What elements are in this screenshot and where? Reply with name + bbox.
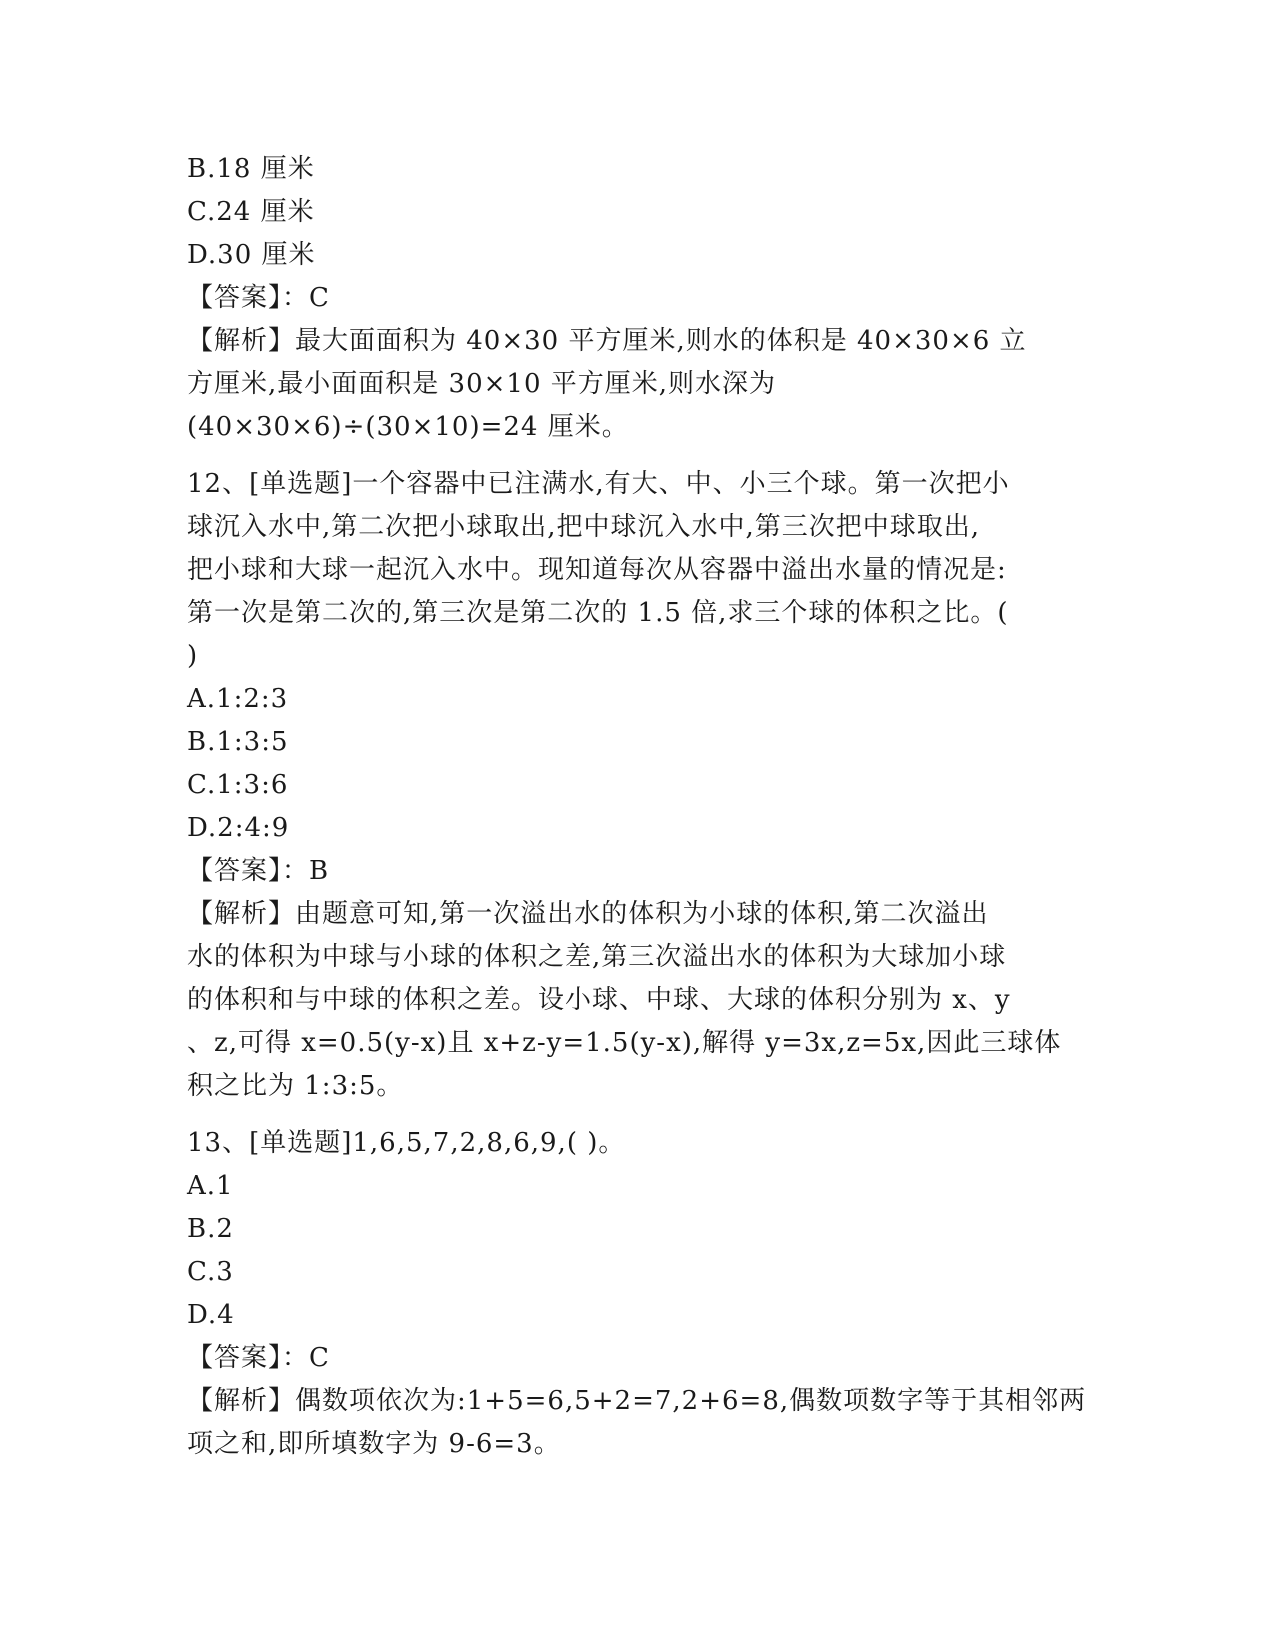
question-11 [187,148,1087,449]
answer: 【答案】：C [187,1343,330,1373]
option-a: A.1:2:3 [187,684,289,714]
analysis-line: 项之和,即所填数字为 9-6=3。 [187,1429,561,1459]
option-d: D.4 [187,1300,235,1330]
document-page [187,148,1087,1466]
analysis-line: 水的体积为中球与小球的体积之差,第三次溢出水的体积为大球加小球 [187,942,1007,972]
analysis-line: 【解析】由题意可知,第一次溢出水的体积为小球的体积,第二次溢出 [187,899,989,929]
analysis-line: 积之比为 1:3:5。 [187,1071,404,1101]
question-stem-line: 12、[单选题]一个容器中已注满水,有大、中、小三个球。第一次把小 [187,469,1010,499]
analysis-line: 的体积和与中球的体积之差。设小球、中球、大球的体积分别为 x、y [187,985,1011,1015]
option-b: B.18 厘米 [187,154,315,184]
analysis-line: 、z,可得 x=0.5(y-x)且 x+z-y=1.5(y-x),解得 y=3x,z=5x,因此三球体 [187,1028,1062,1058]
option-c: C.1:3:6 [187,770,289,800]
answer: 【答案】：B [187,856,330,886]
question-stem-line: ) [187,641,199,671]
analysis-line: 方厘米,最小面面积是 30×10 平方厘米,则水深为 [187,369,777,399]
question-stem-line: 第一次是第二次的,第三次是第二次的 1.5 倍,求三个球的体积之比。( [187,598,1009,628]
question-stem-line: 球沉入水中,第二次把小球取出,把中球沉入水中,第三次把中球取出, [187,512,981,542]
option-c: C.3 [187,1257,234,1287]
question-stem-line: 把小球和大球一起沉入水中。现知道每次从容器中溢出水量的情况是: [187,555,1007,585]
option-a: A.1 [187,1171,234,1201]
option-d: D.2:4:9 [187,813,290,843]
option-b: B.2 [187,1214,234,1244]
option-b: B.1:3:5 [187,727,289,757]
analysis-line: 【解析】最大面面积为 40×30 平方厘米,则水的体积是 40×30×6 立 [187,326,1027,356]
question-13 [187,1122,1087,1466]
question-stem-line: 13、[单选题]1,6,5,7,2,8,6,9,( )。 [187,1128,626,1158]
answer: 【答案】：C [187,283,330,313]
question-12 [187,463,1087,1108]
analysis-line: (40×30×6)÷(30×10)=24 厘米。 [187,412,629,442]
option-d: D.30 厘米 [187,240,316,270]
analysis-line: 【解析】偶数项依次为:1+5=6,5+2=7,2+6=8,偶数项数字等于其相邻两 [187,1386,1087,1416]
option-c: C.24 厘米 [187,197,315,227]
